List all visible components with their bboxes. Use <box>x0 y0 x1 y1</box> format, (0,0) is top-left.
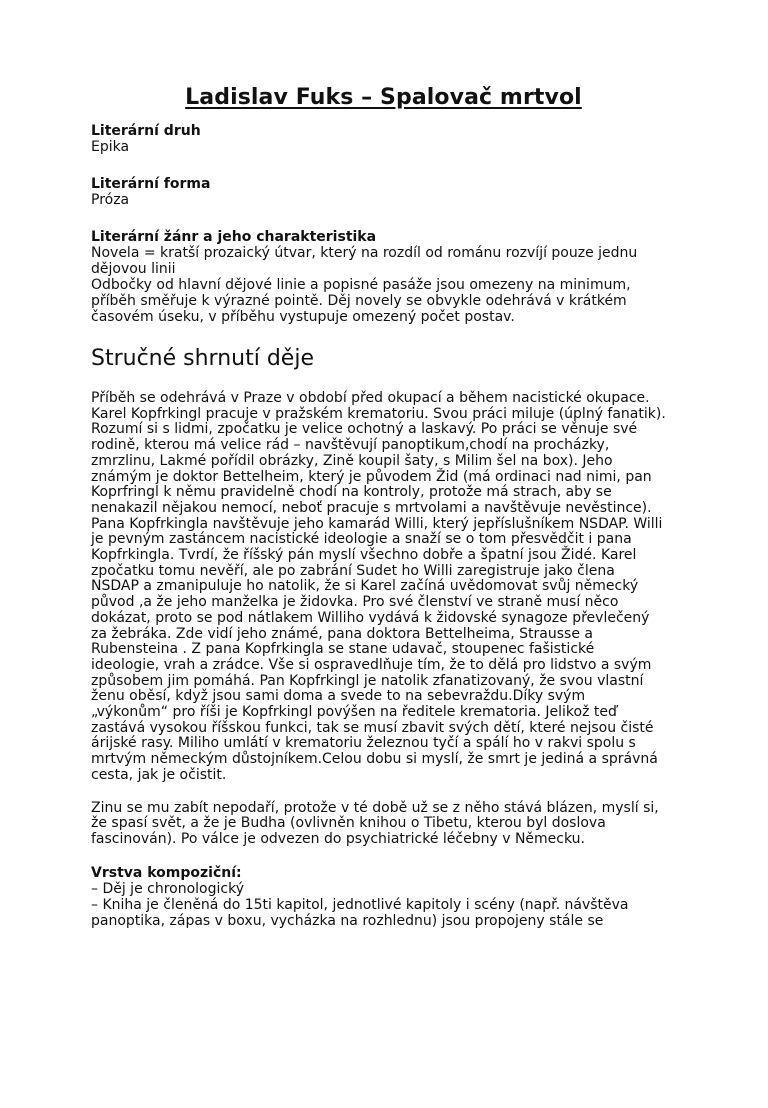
text-line: Koprfringl k němu pravidelně chodí na kontroly, protože má strach, aby se <box>91 484 612 501</box>
text-line: Novela = kratší prozaický útvar, který na rozdíl od románu rozvíjí pouze jednu <box>91 245 638 261</box>
list-item: panoptika, zápas v boxu, vycházka na rozhlednu) jsou propojeny stále se <box>91 912 604 929</box>
section-label: Literární žánr a jeho charakteristika <box>91 229 377 245</box>
section-label: Literární forma <box>91 176 211 192</box>
summary-heading: Stručné shrnutí děje <box>91 346 314 371</box>
text-line: Zinu se mu zabít nepodaří, protože v té době už se z něho stává blázen, myslí si, <box>91 799 659 816</box>
text-line: dějovou linii <box>91 261 176 277</box>
text-line: za žebráka. Zde vidí jeho známé, pana doktora Bettelheima, Strausse a <box>91 625 593 642</box>
page-title: Ladislav Fuks – Spalovač mrtvol <box>185 85 582 110</box>
text-line: Kopfrkingla. Tvrdí, že říšský pán myslí všechno dobře a špatní jsou Židé. Karel <box>91 547 637 564</box>
section-literarni-zanr <box>91 229 676 325</box>
text-line: ideologie, vrah a zrádce. Vše si ospravedlňuje tím, že to dělá pro lidstvo a svým <box>91 656 652 673</box>
text-line: známým je doktor Bettelheim, který je původem Žid (má ordinaci nad nimi, pan <box>91 468 652 485</box>
section-vrstva-kompozicni <box>91 865 676 929</box>
section-label: Vrstva kompoziční: <box>91 864 242 881</box>
section-literarni-forma <box>91 176 676 208</box>
text-line: zastává vysokou říšskou funkci, tak se musí zbavit svých dětí, které nejsou čisté <box>91 719 654 736</box>
text-line: Pana Kopfrkingla navštěvuje jeho kamarád Willi, který jepříslušníkem NSDAP. Willi <box>91 515 663 532</box>
text-line: je pevným zastáncem nacistické ideologie a snaží se o tom přesvědčit i pana <box>91 531 632 548</box>
text-line: příběh směřuje k výrazné pointě. Děj novely se obvykle odehrává v krátkém <box>91 293 627 309</box>
summary-paragraph-2 <box>91 801 676 848</box>
text-line: Karel Kopfrkingl pracuje v pražském krematoriu. Svou práci miluje (úplný fanatik). <box>91 405 666 422</box>
text-line: „výkonům“ pro říši je Kopfrkingl povýšen na ředitele krematoria. Jelikož teď <box>91 704 617 721</box>
text-line: časovém úseku, v příběhu vystupuje omezený počet postav. <box>91 309 515 325</box>
text-line: Rozumí si s lidmi, zpočatku je velice ochotný a laskavý. Po práci se věnuje své <box>91 421 638 438</box>
list-item: – Děj je chronologický <box>91 880 244 897</box>
text-line: nenakazil nějakou nemocí, neboť pracuje s mrtvolami a navštěvuje nevěstince). <box>91 499 652 516</box>
text-line: zmrzlinu, Lakmé pořídil obrázky, Zině koupil šaty, s Milim šel na box). Jeho <box>91 452 613 469</box>
text-line: rodině, kterou má velice rád – navštěvují panoptikum,chodí na procházky, <box>91 437 610 454</box>
summary-paragraph-1 <box>91 391 676 784</box>
section-literarni-druh <box>91 123 676 155</box>
text-line: že spasí svět, a že je Budha (ovlivněn knihou o Tibetu, kterou byl doslova <box>91 815 606 832</box>
text-line: Rubensteina . Z pana Kopfrkingla se stane udavač, stoupenec fašistické <box>91 641 595 658</box>
text-line: Odbočky od hlavní dějové linie a popisné pasáže jsou omezeny na minimum, <box>91 277 631 293</box>
text-line: dokázat, proto se pod nátlakem Williho vydává k židovské synagoze převlečený <box>91 609 650 626</box>
text-line: mrtvým německým důstojníkem.Celou dobu si myslí, že smrt je jediná a správná <box>91 751 658 768</box>
section-label: Literární druh <box>91 123 201 139</box>
text-line: árijské rasy. Miliho umlátí v krematoriu železnou tyčí a spálí ho v rakvi spolu s <box>91 735 636 752</box>
text-line: zpočatku tomu nevěří, ale po zabrání Sudet ho Willi zaregistruje jako člena <box>91 562 615 579</box>
text-line: fascinován). Po válce je odvezen do psychiatrické léčebny v Německu. <box>91 830 585 847</box>
section-value: Próza <box>91 192 130 208</box>
text-line: způsobem jim pomáhá. Pan Kopfrkingl je natolik zfanatizovaný, že svou vlastní <box>91 672 644 689</box>
section-value: Epika <box>91 139 130 155</box>
document-page <box>0 84 768 1108</box>
text-line: původ ,a že jeho manželka je židovka. Pro své členství ve straně musí něco <box>91 594 619 611</box>
text-line: NSDAP a zmanipuluje ho natolik, že si Karel začíná uvědomovat svůj německý <box>91 578 639 595</box>
text-line: ženu oběsí, když jsou sami doma a svede to na sebevraždu.Díky svým <box>91 688 586 705</box>
list-item: – Kniha je členěná do 15ti kapitol, jednotlivé kapitoly i scény (např. návštěva <box>91 896 629 913</box>
text-line: cesta, jak je očistit. <box>91 766 227 783</box>
text-line: Příběh se odehrává v Praze v období před okupací a během nacistické okupace. <box>91 390 650 406</box>
